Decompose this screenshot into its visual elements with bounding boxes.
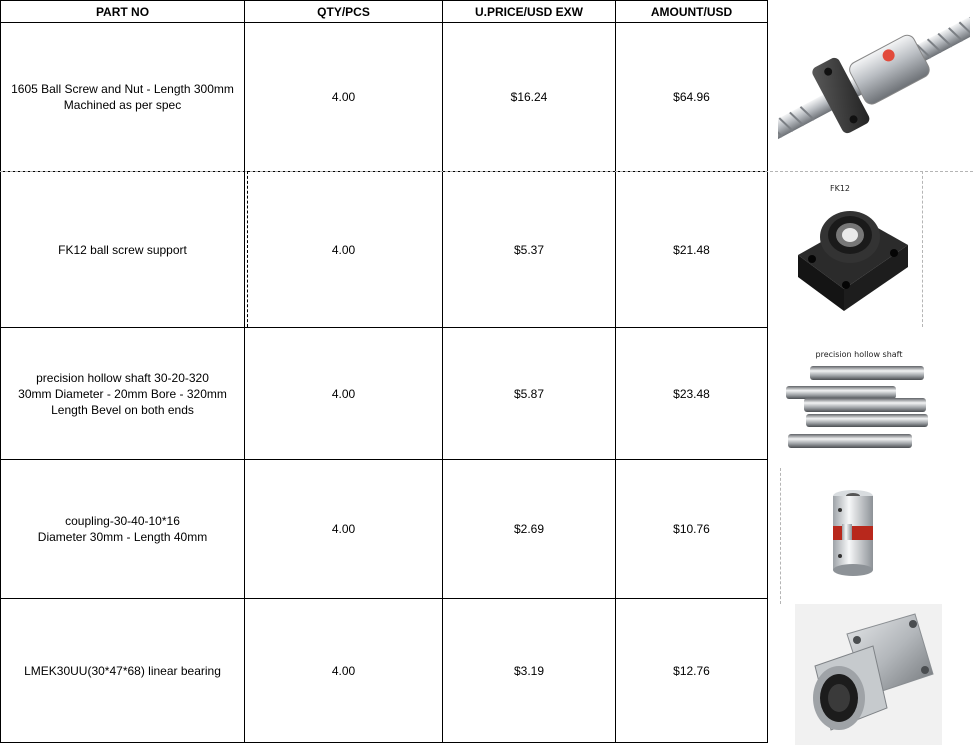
part-no-cell[interactable] bbox=[1, 172, 245, 328]
table-row bbox=[1, 599, 768, 743]
part-line: FK12 ball screw support bbox=[58, 242, 187, 257]
header-unit-price[interactable]: U.PRICE/USD EXW bbox=[443, 1, 616, 23]
header-row bbox=[1, 1, 768, 23]
part-line: 1605 Ball Screw and Nut - Length 300mm bbox=[11, 82, 234, 96]
image-caption: precision hollow shaft bbox=[815, 350, 903, 359]
qty-cell[interactable]: 4.00 bbox=[245, 328, 443, 460]
unit-price-cell[interactable]: $3.19 bbox=[443, 599, 616, 743]
part-no-cell[interactable] bbox=[1, 599, 245, 743]
fk12-support-image[interactable] bbox=[790, 197, 912, 315]
unit-price-cell[interactable]: $16.24 bbox=[443, 23, 616, 172]
table-row bbox=[1, 328, 768, 460]
page-break-line bbox=[0, 171, 973, 172]
qty-cell[interactable]: 4.00 bbox=[245, 23, 443, 172]
unit-price-cell[interactable]: $2.69 bbox=[443, 460, 616, 599]
coupling-image[interactable] bbox=[828, 488, 878, 580]
part-line: 30mm Diameter - 20mm Bore - 320mm bbox=[18, 386, 227, 401]
header-part-no[interactable]: PART NO bbox=[1, 1, 245, 23]
page-break-line bbox=[922, 171, 923, 327]
unit-price-cell[interactable]: $5.87 bbox=[443, 328, 616, 460]
ball-screw-nut-icon bbox=[778, 3, 970, 155]
part-no-cell[interactable] bbox=[1, 23, 245, 172]
part-line: LMEK30UU(30*47*68) linear bearing bbox=[24, 663, 221, 678]
part-line: coupling-30-40-10*16 bbox=[65, 514, 180, 528]
qty-cell[interactable]: 4.00 bbox=[245, 460, 443, 599]
fk12-support-icon bbox=[790, 197, 912, 315]
qty-cell[interactable]: 4.00 bbox=[245, 599, 443, 743]
header-amount[interactable]: AMOUNT/USD bbox=[616, 1, 768, 23]
amount-cell[interactable]: $10.76 bbox=[616, 460, 768, 599]
amount-cell[interactable]: $64.96 bbox=[616, 23, 768, 172]
part-no-cell[interactable] bbox=[1, 460, 245, 599]
part-line: Length Bevel on both ends bbox=[51, 402, 194, 417]
part-line: Machined as per spec bbox=[63, 98, 182, 112]
unit-price-cell[interactable]: $5.37 bbox=[443, 172, 616, 328]
page-break-line bbox=[247, 171, 248, 327]
linear-bearing-image[interactable] bbox=[795, 604, 942, 745]
amount-cell[interactable]: $23.48 bbox=[616, 328, 768, 460]
linear-bearing-icon bbox=[795, 604, 942, 745]
part-line: precision hollow shaft 30-20-320 bbox=[36, 370, 209, 385]
table-row bbox=[1, 460, 768, 599]
part-no-cell[interactable] bbox=[1, 328, 245, 460]
part-line: Diameter 30mm - Length 40mm bbox=[37, 530, 208, 544]
ball-screw-image[interactable] bbox=[778, 3, 970, 155]
amount-cell[interactable]: $12.76 bbox=[616, 599, 768, 743]
page-break-line bbox=[780, 468, 781, 604]
table-row bbox=[1, 172, 768, 328]
table-row bbox=[1, 23, 768, 172]
hollow-shaft-image[interactable] bbox=[782, 364, 932, 460]
jaw-coupling-icon bbox=[828, 488, 878, 580]
hollow-shaft-icon bbox=[782, 364, 932, 460]
qty-cell[interactable]: 4.00 bbox=[245, 172, 443, 328]
image-caption: FK12 bbox=[829, 184, 851, 193]
header-qty[interactable]: QTY/PCS bbox=[245, 1, 443, 23]
amount-cell[interactable]: $21.48 bbox=[616, 172, 768, 328]
